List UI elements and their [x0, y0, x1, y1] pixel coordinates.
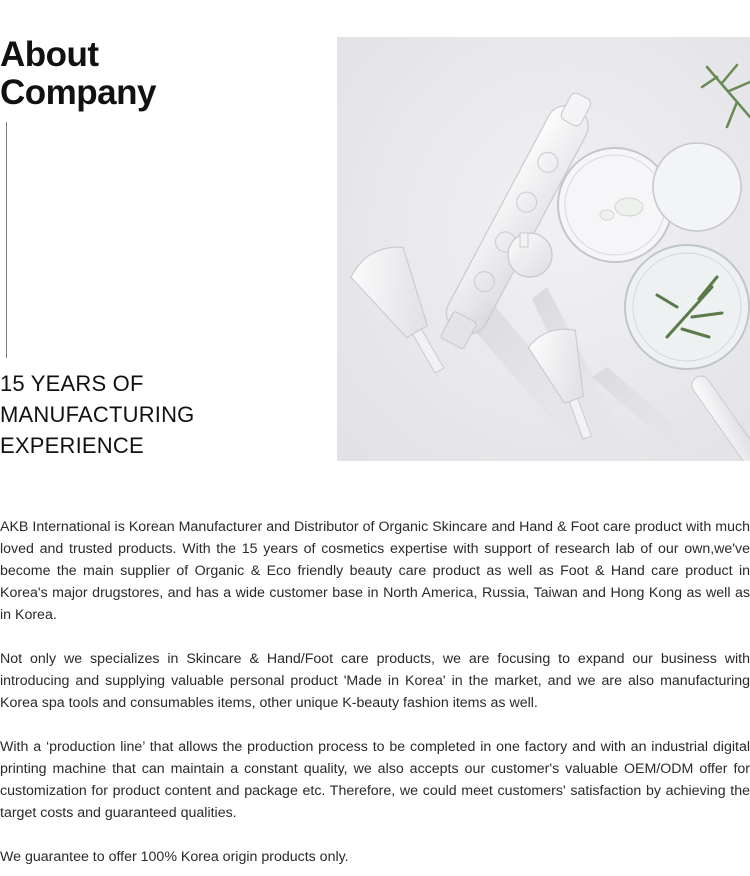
- page-title-line-1: About: [0, 35, 99, 74]
- company-description: [0, 516, 750, 868]
- tagline: [0, 368, 195, 461]
- tagline-line-1: 15 YEARS OF: [0, 371, 144, 396]
- tagline-line-2: MANUFACTURING: [0, 402, 195, 427]
- paragraph-1: AKB International is Korean Manufacturer and Distributor of Organic Skincare and Hand & Foot care product with much loved and trusted products. With the 15 years of cosmetics expertise with support of research lab of our own,we've become the main supplier of Organic & Eco friendly beauty care product as well as Foot & Hand care product in Korea's major drugstores, and has a wide customer base in North America, Russia, Taiwan and Hong Kong as well as in Korea.: [0, 519, 750, 623]
- paragraph-3: With a ‘production line’ that allows the production process to be completed in one factory and with an industrial digital printing machine that can maintain a constant quality, we also accepts our customer's valuable OEM/ODM offer for customization for product content and package etc. Therefore, we could meet customers' satisfaction by achieving the target costs and guaranteed qualities.: [0, 739, 750, 821]
- vertical-divider: [6, 122, 7, 358]
- paragraph-2: Not only we specializes in Skincare & Hand/Foot care products, we are focusing to expand our business with introducing and supplying valuable personal product 'Made in Korea' in the market, and we are also manufacturing Korea spa tools and consumables items, other unique K-beauty fashion items as well.: [0, 651, 750, 711]
- lab-glassware-photo-icon: [337, 37, 750, 461]
- hero-image: [337, 37, 750, 461]
- tagline-line-3: EXPERIENCE: [0, 433, 144, 458]
- page-title: [0, 36, 156, 112]
- paragraph-4: We guarantee to offer 100% Korea origin products only.: [0, 849, 349, 865]
- page-title-line-2: Company: [0, 73, 156, 112]
